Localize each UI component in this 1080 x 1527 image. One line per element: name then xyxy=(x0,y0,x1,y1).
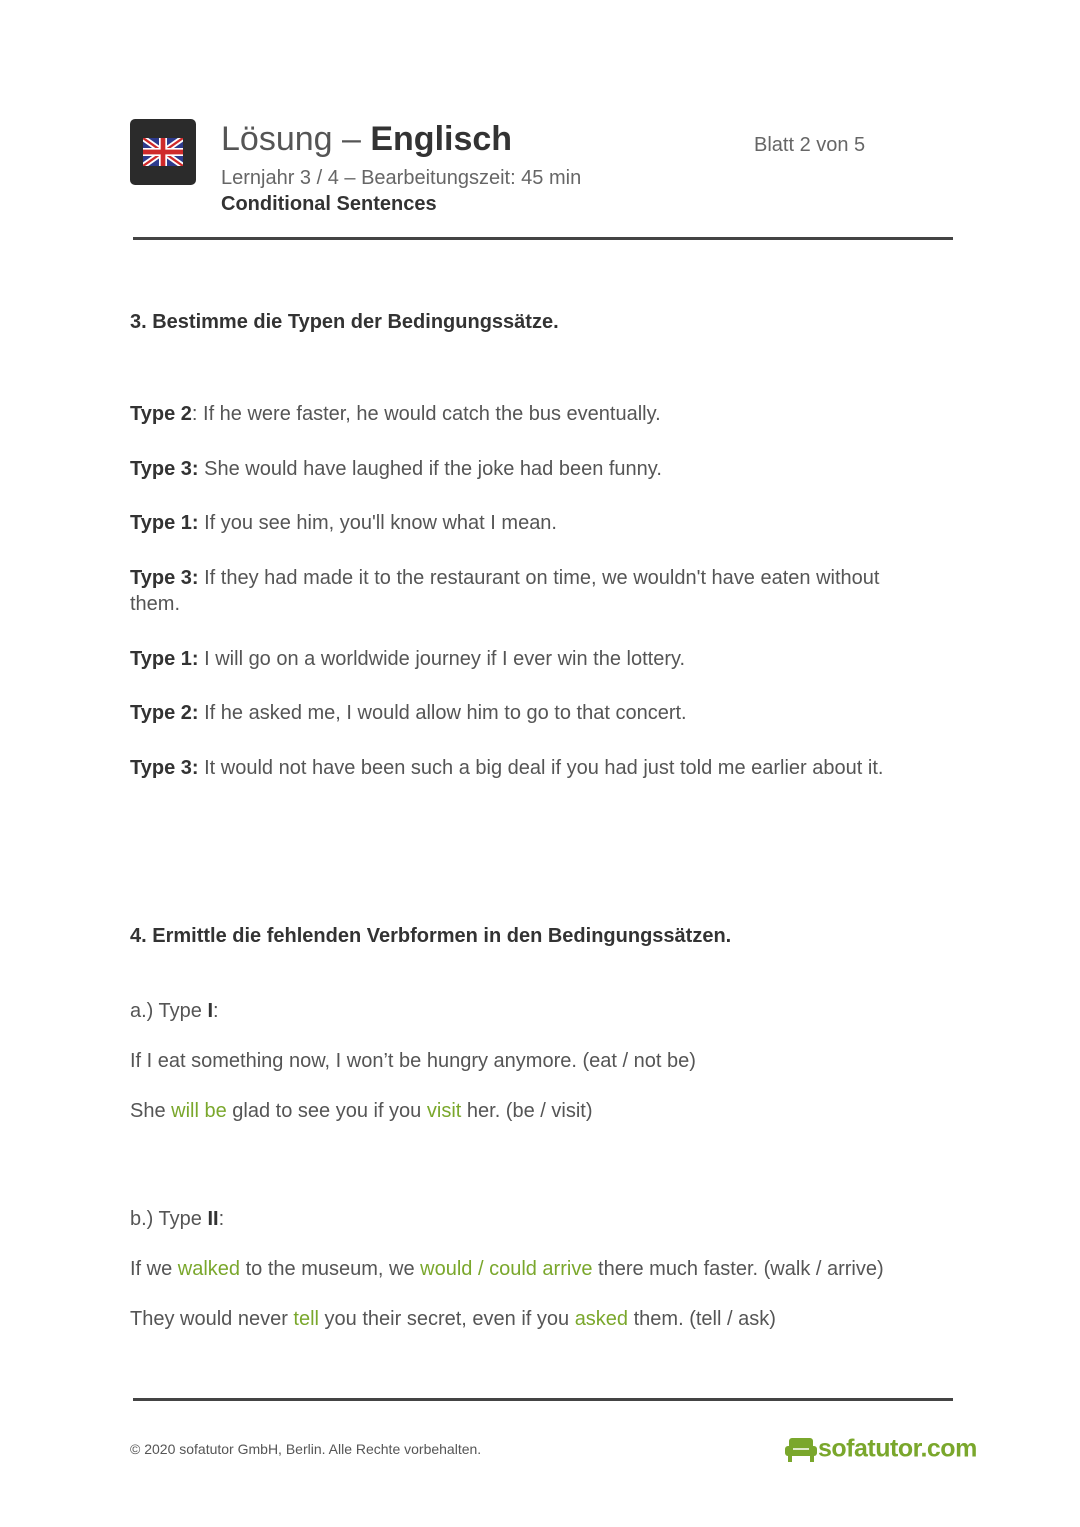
page-title: Lösung – Englisch xyxy=(221,120,513,158)
task4-b-sentence-1: If we walked to the museum, we would / could arrive there much faster. (walk / arrive) xyxy=(130,1258,884,1280)
page-meta: Lernjahr 3 / 4 – Bearbeitungszeit: 45 min xyxy=(221,167,582,189)
header-divider xyxy=(133,237,953,240)
task4-a-sentence-1: If I eat something now, I won’t be hungry anymore. (eat / not be) xyxy=(130,1050,696,1072)
task3-item-2: Type 3: She would have laughed if the joke had been funny. xyxy=(130,458,662,480)
sheet-counter: Blatt 2 von 5 xyxy=(754,134,866,156)
task3-item-5: Type 1: I will go on a worldwide journey if I ever win the lottery. xyxy=(130,648,686,670)
sofa-icon xyxy=(784,1434,818,1464)
logo-text: sofatutor.com xyxy=(818,1434,977,1463)
task3-item-1: Type 2: If he were faster, he would catch the bus eventually. xyxy=(130,403,661,425)
task4-a-sentence-2: She will be glad to see you if you visit her. (be / visit) xyxy=(130,1100,593,1122)
task4-heading: 4. Ermittle die fehlenden Verbformen in den Bedingungssätzen. xyxy=(130,925,732,947)
task3-item-6: Type 2: If he asked me, I would allow him to go to that concert. xyxy=(130,702,687,724)
brand-logo[interactable] xyxy=(784,1434,977,1468)
footer-divider xyxy=(133,1398,953,1401)
subject-badge xyxy=(130,119,196,185)
task3-item-7: Type 3: It would not have been such a big deal if you had just told me earlier about it. xyxy=(130,757,884,779)
task4-b-sentence-2: They would never tell you their secret, even if you asked them. (tell / ask) xyxy=(130,1308,776,1330)
task3-item-4: Type 3: If they had made it to the restaurant on time, we wouldn't have eaten without them. xyxy=(130,567,880,615)
copyright-text: © 2020 sofatutor GmbH, Berlin. Alle Rechte vorbehalten. xyxy=(130,1441,482,1457)
task3-heading: 3. Bestimme die Typen der Bedingungssätze. xyxy=(130,311,559,333)
page-topic: Conditional Sentences xyxy=(221,193,437,215)
task4-part-b-label: b.) Type II: xyxy=(130,1208,225,1230)
task4-part-a-label: a.) Type I: xyxy=(130,1000,219,1022)
uk-flag-icon xyxy=(143,138,183,166)
task3-item-3: Type 1: If you see him, you'll know what I mean. xyxy=(130,512,557,534)
